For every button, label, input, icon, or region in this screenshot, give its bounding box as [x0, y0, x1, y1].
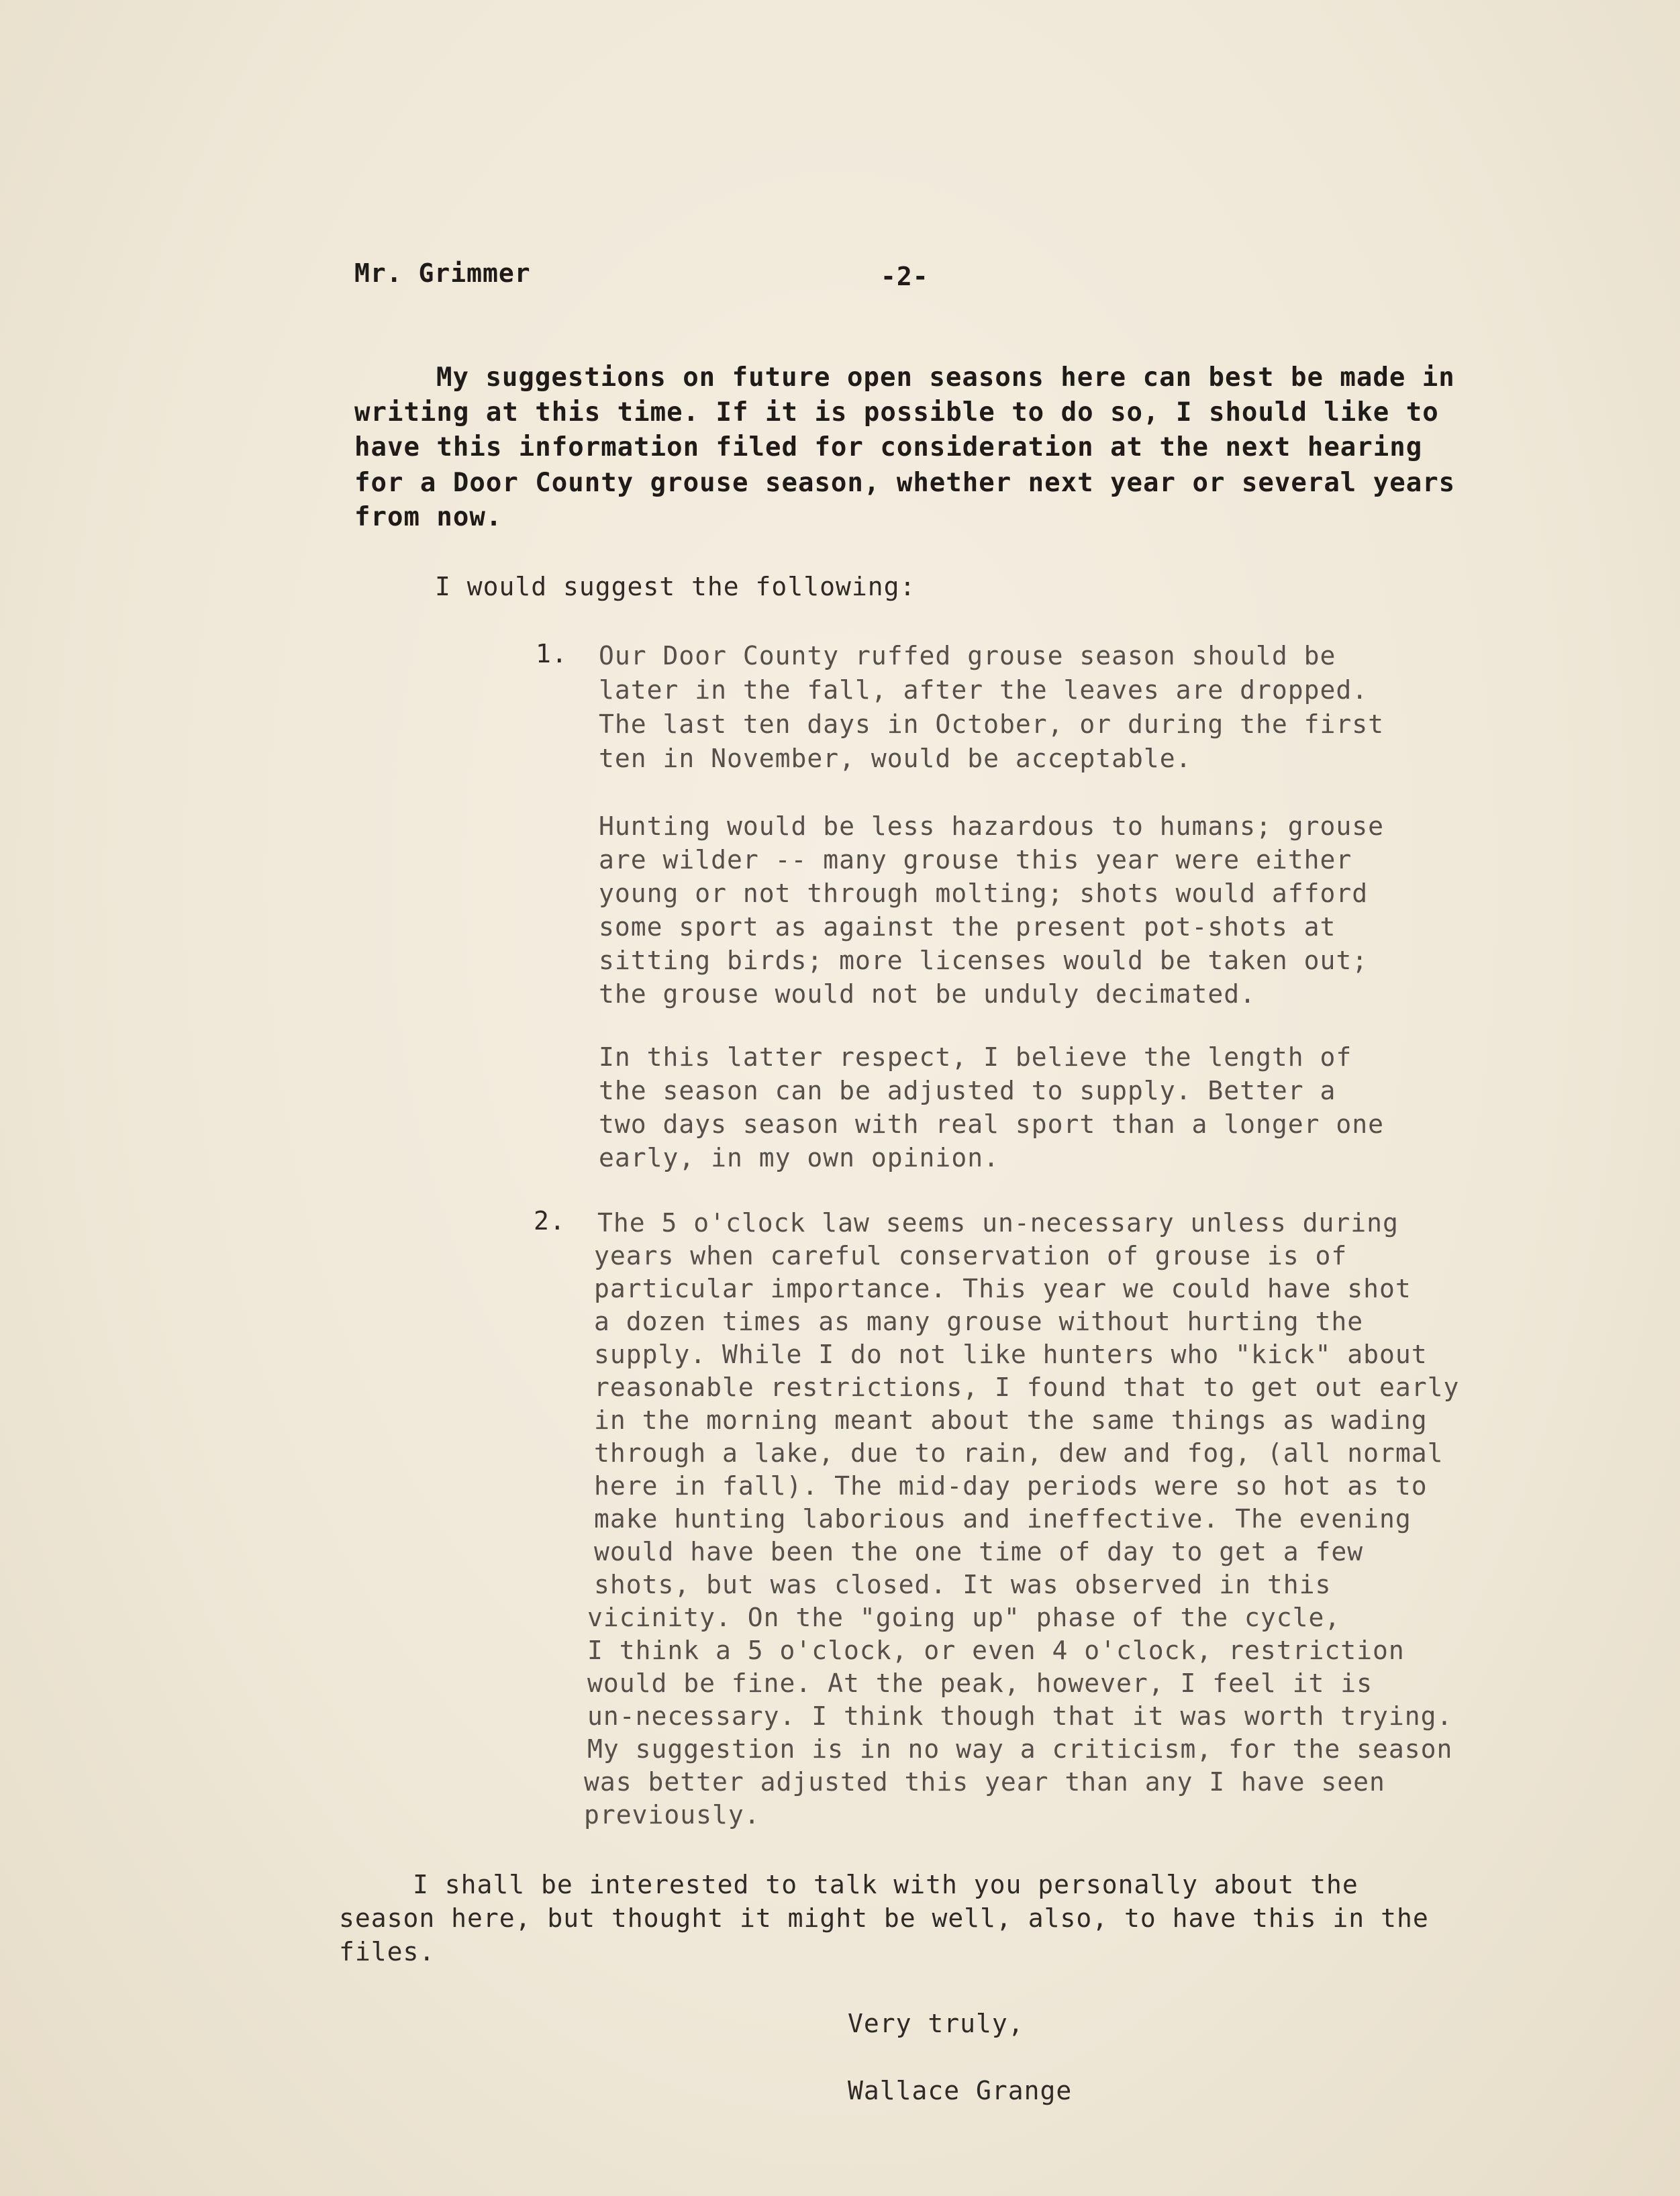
item-line: years when careful conservation of grouse is of [594, 1241, 1348, 1270]
page-number: -2- [881, 262, 929, 291]
intro-line: writing at this time. If it is possible to do so, I should like to [354, 397, 1439, 428]
salutation: Very truly, [848, 2009, 1024, 2038]
signature-name: Wallace Grange [848, 2076, 1073, 2105]
closing-line: files. [339, 1937, 436, 1966]
item-line: The last ten days in October, or during the first [599, 709, 1385, 739]
item-line: would be fine. At the peak, however, I feel it is [587, 1668, 1373, 1698]
item-number: 2. [534, 1206, 566, 1236]
item-line: un-necessary. I think though that it was worth trying. [587, 1701, 1453, 1731]
item-line: some sport as against the present pot-shots at [599, 912, 1336, 942]
item-line: later in the fall, after the leaves are dropped. [599, 675, 1369, 705]
closing-line: I shall be interested to talk with you personally about the [413, 1870, 1358, 1899]
intro-line: for a Door County grouse season, whether next year or several years [354, 468, 1456, 498]
item-line: vicinity. On the "going up" phase of the cycle, [587, 1603, 1341, 1632]
item-line: Hunting would be less hazardous to humans; grouse [599, 811, 1385, 841]
lead-in-line: I would suggest the following: [435, 572, 916, 601]
item-line: two days season with real sport than a longer one [599, 1109, 1385, 1139]
item-line: My suggestion is in no way a criticism, for the season [587, 1734, 1453, 1764]
item-line: Our Door County ruffed grouse season should be [599, 641, 1336, 670]
item-number: 1. [536, 639, 568, 668]
item-line: a dozen times as many grouse without hurting the [594, 1307, 1364, 1336]
item-line: in the morning meant about the same things as wading [594, 1405, 1428, 1435]
item-line: I think a 5 o'clock, or even 4 o'clock, restriction [587, 1636, 1405, 1665]
intro-line: have this information filed for consideration at the next hearing [354, 432, 1423, 462]
item-line: early, in my own opinion. [599, 1143, 999, 1172]
item-line: particular importance. This year we could have shot [594, 1274, 1412, 1303]
item-line: through a lake, due to rain, dew and fog, (all normal [594, 1438, 1444, 1468]
intro-line: from now. [354, 502, 503, 532]
item-line: make hunting laborious and ineffective. The evening [594, 1504, 1412, 1534]
recipient-heading: Mr. Grimmer [354, 258, 531, 288]
item-line: the grouse would not be unduly decimated. [599, 979, 1256, 1009]
item-line: supply. While I do not like hunters who "kick" about [594, 1340, 1428, 1369]
item-line: would have been the one time of day to get a few [594, 1537, 1364, 1566]
item-line: the season can be adjusted to supply. Better a [599, 1076, 1336, 1105]
item-line: young or not through molting; shots would afford [599, 879, 1369, 908]
item-line: shots, but was closed. It was observed in this [594, 1570, 1332, 1599]
item-line: are wilder -- many grouse this year were either [599, 845, 1352, 875]
closing-line: season here, but thought it might be well, also, to have this in the [339, 1903, 1429, 1933]
item-line: previously. [584, 1800, 760, 1830]
intro-line: My suggestions on future open seasons here can best be made in [436, 362, 1455, 393]
item-line: reasonable restrictions, I found that to get out early [594, 1372, 1460, 1402]
item-line: here in fall). The mid-day periods were so hot as to [594, 1471, 1428, 1501]
item-line: ten in November, would be acceptable. [599, 744, 1192, 773]
item-line: The 5 o'clock law seems un-necessary unless during [597, 1208, 1399, 1238]
item-line: was better adjusted this year than any I have seen [584, 1767, 1385, 1797]
item-line: In this latter respect, I believe the length of [599, 1042, 1352, 1072]
item-line: sitting birds; more licenses would be taken out; [599, 946, 1369, 975]
